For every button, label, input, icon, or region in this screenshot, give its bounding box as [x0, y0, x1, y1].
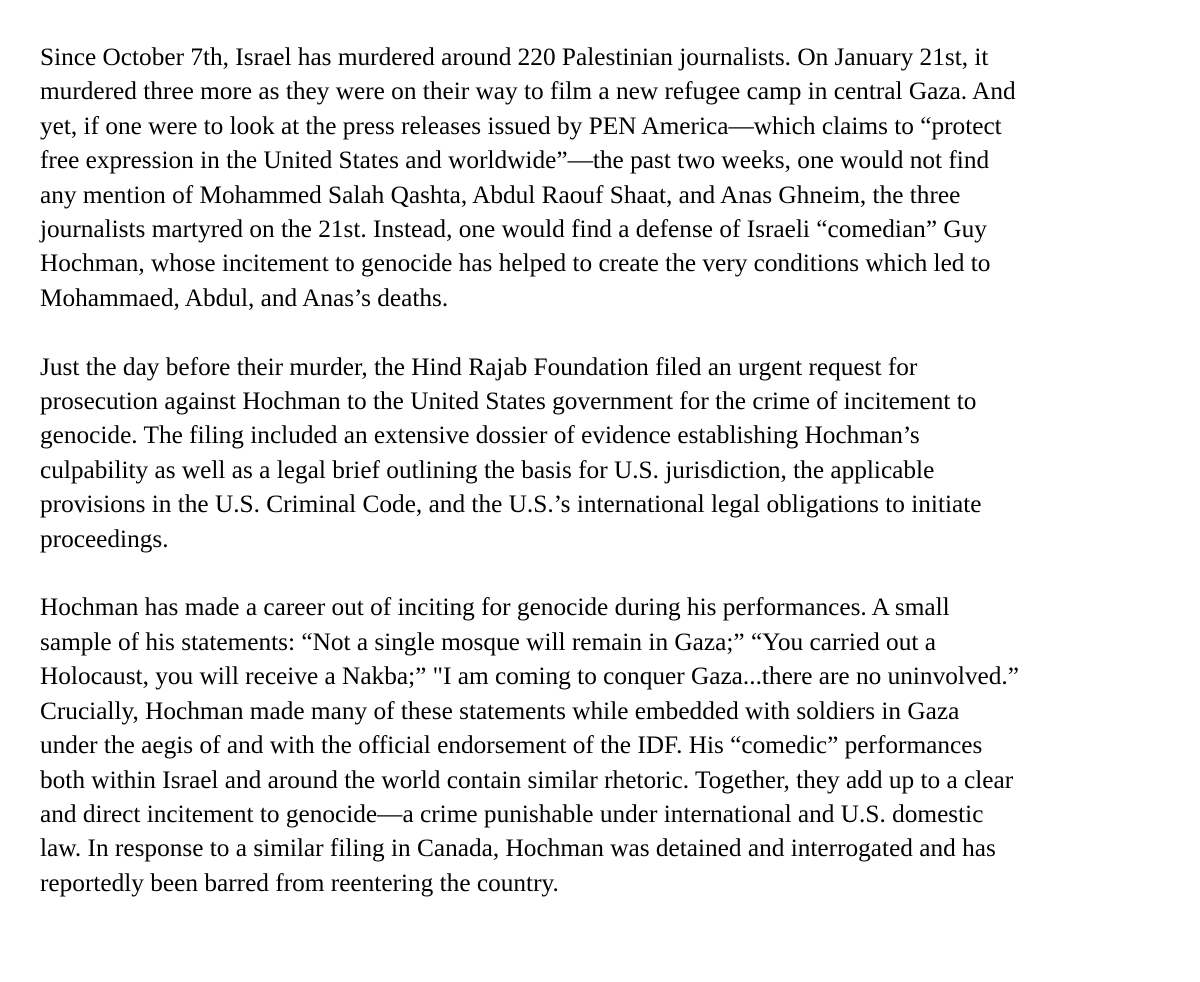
text-line: under the aegis of and with the official endorsement of the IDF. His “comedic” performances — [40, 731, 983, 760]
text-line: culpability as well as a legal brief outlining the basis for U.S. jurisdiction, the applicable — [40, 455, 935, 484]
text-line: both within Israel and around the world contain similar rhetoric. Together, they add up to a clear — [40, 765, 1014, 794]
text-line: Mohammaed, Abdul, and Anas’s deaths. — [40, 283, 449, 312]
paragraph-spacer — [40, 315, 1170, 349]
text-line: yet, if one were to look at the press releases issued by PEN America—which claims to “protect — [40, 111, 1002, 140]
text-line: provisions in the U.S. Criminal Code, and the U.S.’s international legal obligations to initiate — [40, 490, 982, 519]
text-line: prosecution against Hochman to the United States government for the crime of incitement to — [40, 387, 977, 416]
text-line: Crucially, Hochman made many of these statements while embedded with soldiers in Gaza — [40, 696, 960, 725]
document-body — [40, 40, 1170, 900]
paragraph-3 — [40, 590, 1170, 900]
text-line: law. In response to a similar filing in Canada, Hochman was detained and interrogated and has — [40, 834, 996, 863]
text-line: free expression in the United States and worldwide”—the past two weeks, one would not find — [40, 146, 990, 175]
text-line: proceedings. — [40, 524, 169, 553]
text-line: genocide. The filing included an extensive dossier of evidence establishing Hochman’s — [40, 421, 920, 450]
text-line: Hochman, whose incitement to genocide has helped to create the very conditions which led to — [40, 249, 991, 278]
text-line: Holocaust, you will receive a Nakba;” "I am coming to conquer Gaza...there are no uninvolved.” — [40, 662, 1019, 691]
text-line: journalists martyred on the 21st. Instead, one would find a defense of Israeli “comedian” Guy — [40, 215, 987, 244]
text-line: murdered three more as they were on their way to film a new refugee camp in central Gaza. And — [40, 77, 1016, 106]
text-line: Hochman has made a career out of inciting for genocide during his performances. A small — [40, 593, 950, 622]
paragraph-2 — [40, 350, 1170, 556]
text-line: and direct incitement to genocide—a crime punishable under international and U.S. domestic — [40, 799, 984, 828]
text-line: Just the day before their murder, the Hind Rajab Foundation filed an urgent request for — [40, 352, 918, 381]
text-line: sample of his statements: “Not a single mosque will remain in Gaza;” “You carried out a — [40, 627, 936, 656]
text-line: any mention of Mohammed Salah Qashta, Abdul Raouf Shaat, and Anas Ghneim, the three — [40, 180, 961, 209]
paragraph-spacer — [40, 556, 1170, 590]
paragraph-1 — [40, 40, 1170, 315]
text-line: Since October 7th, Israel has murdered around 220 Palestinian journalists. On January 21st, it — [40, 43, 989, 71]
text-line: reportedly been barred from reentering the country. — [40, 868, 559, 897]
